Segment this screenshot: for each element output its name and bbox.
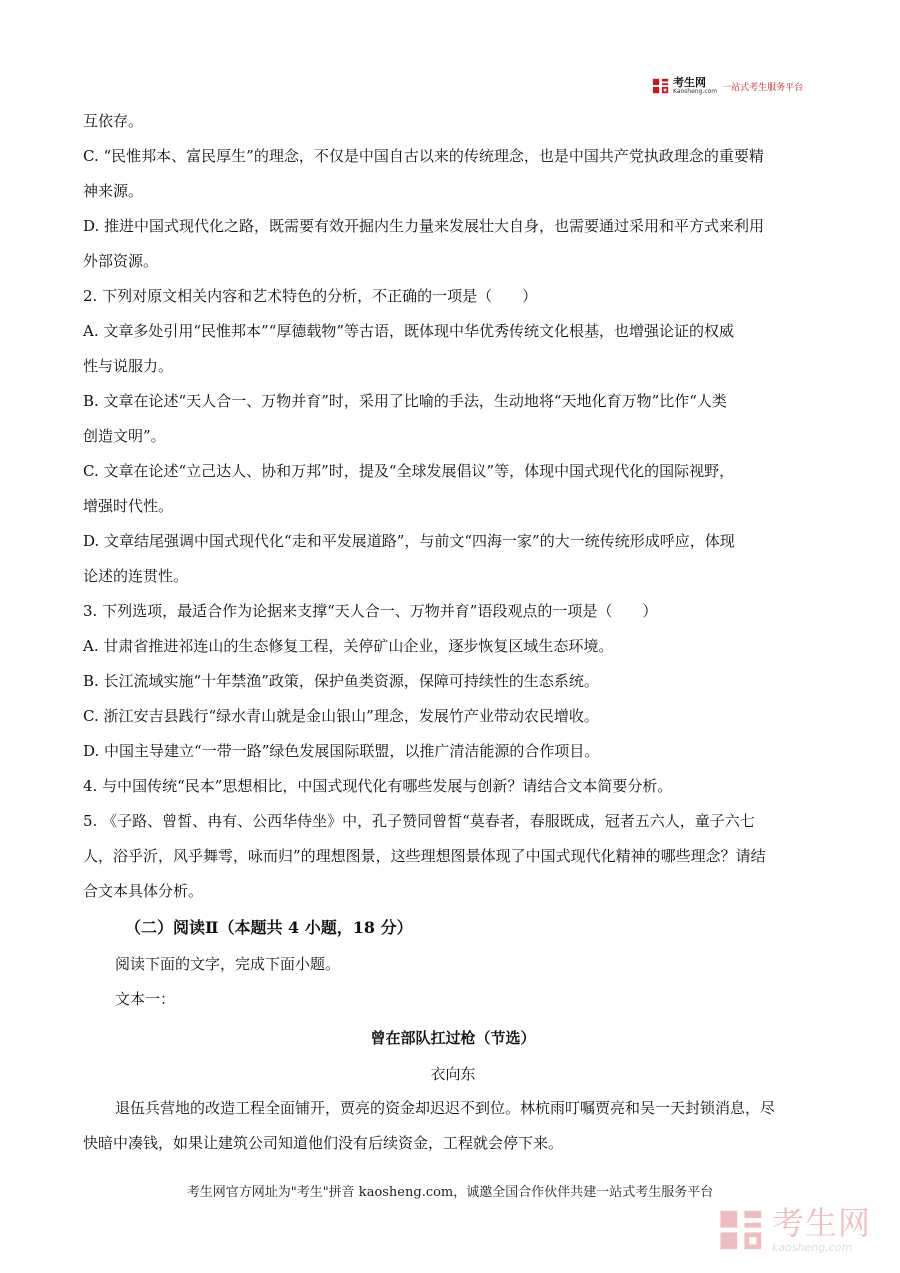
passage-title: 曾在部队扛过枪（节选） xyxy=(370,1029,536,1047)
text-line: D. 文章结尾强调中国式现代化“走和平发展道路”，与前文“四海一家”的大一统传统形成呼应，体现 xyxy=(83,532,735,550)
text-line: 互依存。 xyxy=(83,112,144,130)
text-line: D. 中国主导建立“一带一路”绿色发展国际联盟，以推广清洁能源的合作项目。 xyxy=(83,742,600,760)
question-2: 2. 下列对原文相关内容和艺术特色的分析，不正确的一项是（ ） xyxy=(83,287,538,305)
text-line: A. 文章多处引用“民惟邦本”“厚德载物”等古语，既体现中华优秀传统文化根基，也增强论证的权威 xyxy=(83,322,735,340)
question-5: 5. 《子路、曾皙、冉有、公西华侍坐》中，孔子赞同曾皙“莫春者，春服既成，冠者五六人，童子六七 xyxy=(83,812,755,830)
page-footer: 考生网官方网址为"考生"拼音 kaosheng.com，诚邀全国合作伙伴共建一站式考生服务平台 xyxy=(186,1185,714,1200)
text-line: 增强时代性。 xyxy=(83,497,174,515)
watermark-name: 考生网 xyxy=(772,1204,872,1242)
text-line: 创造文明”。 xyxy=(83,427,166,445)
watermark xyxy=(718,1200,883,1260)
question-3: 3. 下列选项，最适合作为论据来支撑“天人合一、万物并育”语段观点的一项是（ ） xyxy=(83,602,658,620)
passage-line: 快暗中凑钱，如果让建筑公司知道他们没有后续资金，工程就会停下来。 xyxy=(83,1134,564,1152)
logo-domain: Kaosheng.com xyxy=(673,88,718,95)
text-line: B. 长江流域实施“十年禁渔”政策，保护鱼类资源，保障可持续性的生态系统。 xyxy=(83,672,599,690)
text-line: 合文本具体分析。 xyxy=(83,882,204,900)
passage-line: 退伍兵营地的改造工程全面铺开，贾亮的资金却迟迟不到位。林杭雨叮嘱贾亮和吴一天封锁消息，尽 xyxy=(115,1099,776,1117)
section-title: （二）阅读Ⅱ（本题共 4 小题，18 分） xyxy=(125,918,413,937)
text-line: 论述的连贯性。 xyxy=(83,567,189,585)
watermark-logo-icon xyxy=(718,1206,766,1254)
section-instruction: 阅读下面的文字，完成下面小题。 xyxy=(115,955,341,973)
question-4: 4. 与中国传统“民本”思想相比，中国式现代化有哪些发展与创新？请结合文本简要分析。 xyxy=(83,777,673,795)
text-line: D. 推进中国式现代化之路，既需要有效开掘内生力量来发展壮大自身，也需要通过采用和平方式来利用 xyxy=(83,217,765,235)
text-line: C. “民惟邦本、富民厚生”的理念，不仅是中国自古以来的传统理念，也是中国共产党执政理念的重要精 xyxy=(83,147,764,165)
text-line: 神来源。 xyxy=(83,182,144,200)
watermark-domain: kaosheng.com xyxy=(772,1241,853,1254)
document-body xyxy=(83,104,823,1161)
text-line: A. 甘肃省推进祁连山的生态修复工程，关停矿山企业，逐步恢复区域生态环境。 xyxy=(83,637,614,655)
text-line: 外部资源。 xyxy=(83,252,159,270)
logo-slogan: 一站式考生服务平台 xyxy=(722,82,804,93)
text-line: B. 文章在论述“天人合一、万物并育”时，采用了比喻的手法，生动地将“天地化育万物”比作“人类 xyxy=(83,392,727,410)
passage-author: 衣向东 xyxy=(430,1065,476,1083)
text-label: 文本一： xyxy=(115,990,176,1008)
kaosheng-logo-icon xyxy=(652,77,670,95)
header-logo[interactable] xyxy=(652,74,822,98)
text-line: 性与说服力。 xyxy=(83,357,174,375)
logo-name: 考生网 xyxy=(673,76,706,89)
text-line: 人，浴乎沂，风乎舞雩，咏而归”的理想图景，这些理想图景体现了中国式现代化精神的哪些理念？请结 xyxy=(83,847,766,865)
text-line: C. 浙江安吉县践行“绿水青山就是金山银山”理念，发展竹产业带动农民增收。 xyxy=(83,707,599,725)
text-line: C. 文章在论述“立己达人、协和万邦”时，提及“全球发展倡议”等，体现中国式现代化的国际视野， xyxy=(83,462,735,480)
